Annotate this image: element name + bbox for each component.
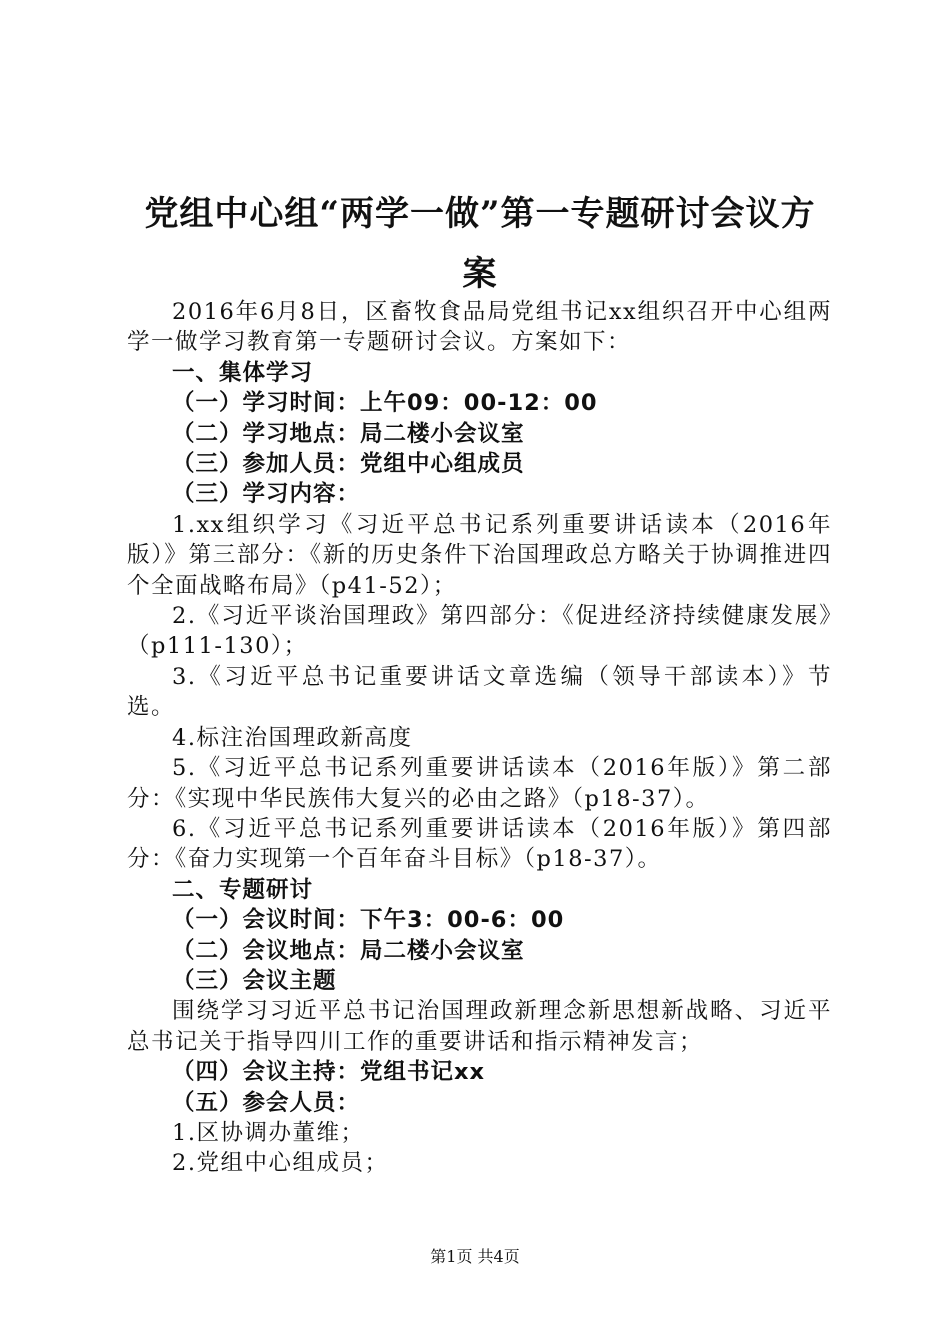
list-item: 1.xx组织学习《习近平总书记系列重要讲话读本（2016年版）》第三部分：《新的历史条件下治国理政总方略关于协调推进四个全面战略布局》（p41-52）； (127, 511, 832, 599)
section-heading: 二、专题研讨 (172, 876, 314, 903)
section-heading: 一、集体学习 (172, 359, 314, 386)
list-item: 3.《习近平总书记重要讲话文章选编（领导干部读本）》节选。 (127, 663, 832, 721)
subsection-heading: （四）会议主持：党组书记xx (172, 1059, 486, 1086)
subsection-heading: （三）学习内容： (172, 481, 361, 508)
subsection-heading: （二）学习地点：局二楼小会议室 (172, 420, 525, 447)
list-item: 4.标注治国理政新高度 (172, 724, 413, 751)
document-title-line-2: 案 (462, 254, 498, 294)
list-item: 2.党组中心组成员； (172, 1150, 389, 1177)
list-item: 6.《习近平总书记系列重要讲话读本（2016年版）》第四部分：《奋力实现第一个百年奋斗目标》（p18-37）。 (127, 815, 832, 873)
page-number-footer: 第1页 共4页 (430, 1247, 520, 1266)
list-item: 2.《习近平谈治国理政》第四部分：《促进经济持续健康发展》（p111-130）； (127, 603, 832, 660)
subsection-heading: （三）参加人员：党组中心组成员 (172, 451, 525, 478)
document-body (127, 297, 832, 1179)
list-item: 5.《习近平总书记系列重要讲话读本（2016年版）》第二部分：《实现中华民族伟大复兴的必由之路》（p18-37）。 (127, 755, 832, 812)
subsection-heading: （二）会议地点：局二楼小会议室 (172, 937, 525, 964)
list-item: 1.区协调办董维； (172, 1119, 365, 1146)
subsection-heading: （三）会议主题 (172, 967, 337, 994)
paragraph: 围绕学习习近平总书记治国理政新理念新思想新战略、习近平总书记关于指导四川工作的重要讲话和指示精神发言； (127, 998, 832, 1055)
subsection-heading: （一）学习时间：上午09：00-12：00 (172, 390, 598, 417)
subsection-heading: （五）参会人员： (172, 1089, 361, 1116)
document-title-line-1: 党组中心组“两学一做”第一专题研讨会议方 (144, 194, 816, 234)
subsection-heading: （一）会议时间：下午3：00-6：00 (172, 907, 565, 934)
paragraph: 2016年6月8日，区畜牧食品局党组书记xx组织召开中心组两学一做学习教育第一专题研讨会议。方案如下： (127, 299, 832, 356)
